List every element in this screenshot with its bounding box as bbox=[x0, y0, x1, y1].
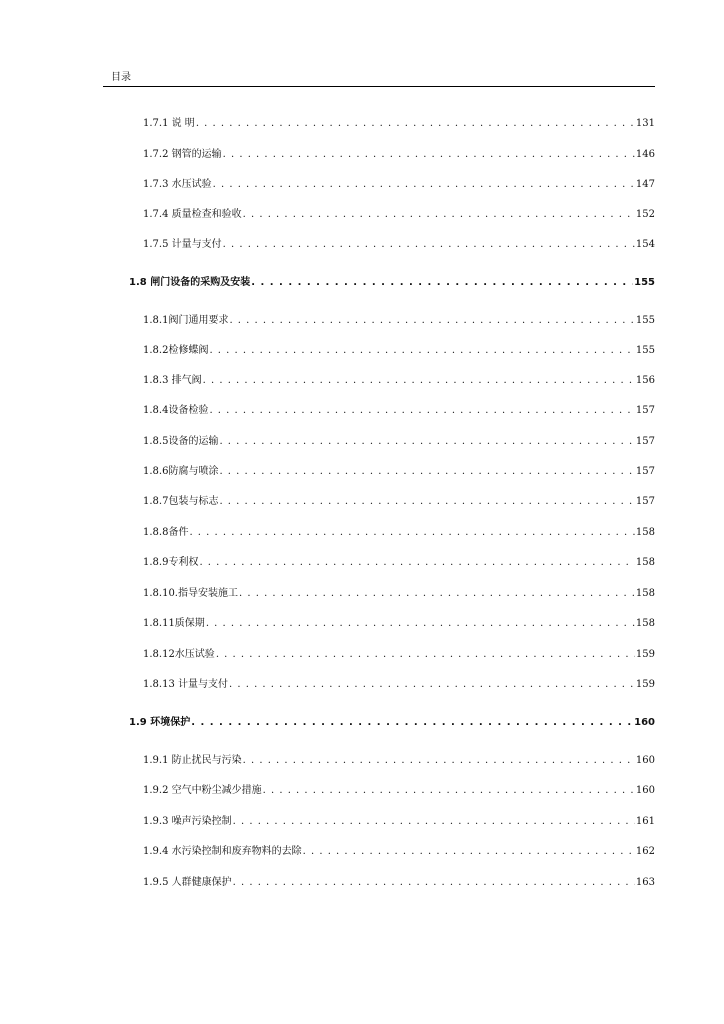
toc-entry-label: 1.8.6防腐与喷涂 bbox=[143, 466, 219, 477]
toc-entry-page: 158 bbox=[635, 588, 655, 599]
toc-leader-dots bbox=[233, 876, 635, 890]
toc-entry-label: 1.8.13 计量与支付 bbox=[143, 679, 228, 690]
toc-entry-label: 1.8.7包装与标志 bbox=[143, 496, 219, 507]
toc-entry[interactable] bbox=[143, 314, 655, 328]
toc-entry[interactable] bbox=[143, 845, 655, 859]
toc-entry-label: 1.9.2 空气中粉尘减少措施 bbox=[143, 785, 262, 796]
toc-entry-page: 157 bbox=[635, 496, 655, 507]
toc-entry[interactable] bbox=[143, 374, 655, 388]
toc-section-label: 1.9 环境保护 bbox=[129, 717, 191, 728]
toc-leader-dots bbox=[219, 495, 634, 509]
toc-leader-dots bbox=[219, 435, 634, 449]
toc-leader-dots bbox=[251, 276, 633, 290]
toc-entry-page: 160 bbox=[635, 755, 655, 766]
toc-entry-page: 158 bbox=[635, 618, 655, 629]
toc-entry[interactable] bbox=[143, 404, 655, 418]
toc-entry-label: 1.9.4 水污染控制和废弃物料的去除 bbox=[143, 846, 302, 857]
toc-leader-dots bbox=[239, 587, 635, 601]
toc-entry-label: 1.8.10.指导安装施工 bbox=[143, 588, 238, 599]
page-header-title: 目录 bbox=[111, 72, 131, 83]
toc-entry[interactable] bbox=[143, 876, 655, 890]
toc-entry-label: 1.8.1阀门通用要求 bbox=[143, 315, 229, 326]
toc-entry-label: 1.8.12水压试验 bbox=[143, 649, 215, 660]
toc-entry-page: 147 bbox=[635, 179, 655, 190]
toc-entry[interactable] bbox=[143, 784, 655, 798]
toc-entry[interactable] bbox=[143, 815, 655, 829]
toc-section-heading[interactable] bbox=[129, 716, 655, 730]
toc-entry-label: 1.8.5设备的运输 bbox=[143, 436, 219, 447]
toc-section-page: 160 bbox=[634, 717, 655, 728]
toc-entry[interactable] bbox=[143, 526, 655, 540]
toc-entry-label: 1.7.3 水压试验 bbox=[143, 179, 212, 190]
toc-entry[interactable] bbox=[143, 208, 655, 222]
toc-entry-page: 157 bbox=[635, 405, 655, 416]
toc-entry-label: 1.8.3 排气阀 bbox=[143, 375, 202, 386]
toc-entry[interactable] bbox=[143, 117, 655, 131]
toc-section-label: 1.8 闸门设备的采购及安装 bbox=[129, 277, 251, 288]
toc-entry-label: 1.8.2检修蝶阀 bbox=[143, 345, 209, 356]
toc-leader-dots bbox=[191, 716, 633, 730]
toc-entry-label: 1.8.4设备检验 bbox=[143, 405, 209, 416]
toc-leader-dots bbox=[213, 178, 635, 192]
toc-entry-page: 158 bbox=[635, 557, 655, 568]
toc-entry[interactable] bbox=[143, 344, 655, 358]
toc-leader-dots bbox=[209, 344, 634, 358]
toc-section-heading[interactable] bbox=[129, 276, 655, 290]
toc-entry[interactable] bbox=[143, 238, 655, 252]
toc-entry[interactable] bbox=[143, 178, 655, 192]
toc-entry[interactable] bbox=[143, 587, 655, 601]
toc-entry-page: 152 bbox=[635, 209, 655, 220]
toc-entry[interactable] bbox=[143, 495, 655, 509]
toc-entry-page: 161 bbox=[635, 816, 655, 827]
toc-entry-page: 156 bbox=[635, 375, 655, 386]
toc-leader-dots bbox=[216, 648, 635, 662]
toc-entry[interactable] bbox=[143, 648, 655, 662]
toc-leader-dots bbox=[243, 208, 635, 222]
toc-entry-page: 159 bbox=[635, 649, 655, 660]
toc-entry-page: 154 bbox=[635, 239, 655, 250]
toc-entry-label: 1.7.2 钢管的运输 bbox=[143, 149, 222, 160]
toc-entry-label: 1.8.9专利权 bbox=[143, 557, 199, 568]
toc-section-page: 155 bbox=[634, 277, 655, 288]
toc-leader-dots bbox=[189, 526, 634, 540]
toc-entry-label: 1.7.5 计量与支付 bbox=[143, 239, 222, 250]
toc-entry-page: 155 bbox=[635, 315, 655, 326]
toc-entry-label: 1.8.11质保期 bbox=[143, 618, 205, 629]
toc-entry-label: 1.7.1 说 明 bbox=[143, 118, 195, 129]
toc-entry[interactable] bbox=[143, 556, 655, 570]
toc-entry[interactable] bbox=[143, 465, 655, 479]
toc-leader-dots bbox=[203, 374, 635, 388]
toc-leader-dots bbox=[263, 784, 635, 798]
toc-leader-dots bbox=[219, 465, 634, 479]
toc-leader-dots bbox=[209, 404, 634, 418]
toc-entry-page: 157 bbox=[635, 466, 655, 477]
toc-leader-dots bbox=[303, 845, 635, 859]
toc-leader-dots bbox=[229, 314, 634, 328]
toc-entry-label: 1.9.3 噪声污染控制 bbox=[143, 816, 232, 827]
toc-entry-page: 155 bbox=[635, 345, 655, 356]
toc-entry-page: 159 bbox=[635, 679, 655, 690]
toc-entry[interactable] bbox=[143, 435, 655, 449]
toc-entry-label: 1.9.5 人群健康保护 bbox=[143, 877, 232, 888]
toc-entry-page: 146 bbox=[635, 149, 655, 160]
toc-leader-dots bbox=[223, 148, 635, 162]
toc-leader-dots bbox=[243, 754, 635, 768]
toc-entry-page: 162 bbox=[635, 846, 655, 857]
toc-leader-dots bbox=[206, 617, 635, 631]
toc-leader-dots bbox=[199, 556, 634, 570]
toc-leader-dots bbox=[223, 238, 635, 252]
toc-entry[interactable] bbox=[143, 617, 655, 631]
toc-entry-page: 158 bbox=[635, 527, 655, 538]
toc-entry-page: 163 bbox=[635, 877, 655, 888]
toc-entry-page: 157 bbox=[635, 436, 655, 447]
toc-leader-dots bbox=[229, 678, 635, 692]
toc-entry[interactable] bbox=[143, 754, 655, 768]
toc-entry[interactable] bbox=[143, 148, 655, 162]
toc-entry-label: 1.9.1 防止扰民与污染 bbox=[143, 755, 242, 766]
toc-entry-label: 1.7.4 质量检查和验收 bbox=[143, 209, 242, 220]
toc-entry-page: 160 bbox=[635, 785, 655, 796]
toc-entry-label: 1.8.8备件 bbox=[143, 527, 189, 538]
toc-entry[interactable] bbox=[143, 678, 655, 692]
toc-leader-dots bbox=[233, 815, 635, 829]
toc-leader-dots bbox=[196, 117, 635, 131]
toc-entry-page: 131 bbox=[635, 118, 655, 129]
